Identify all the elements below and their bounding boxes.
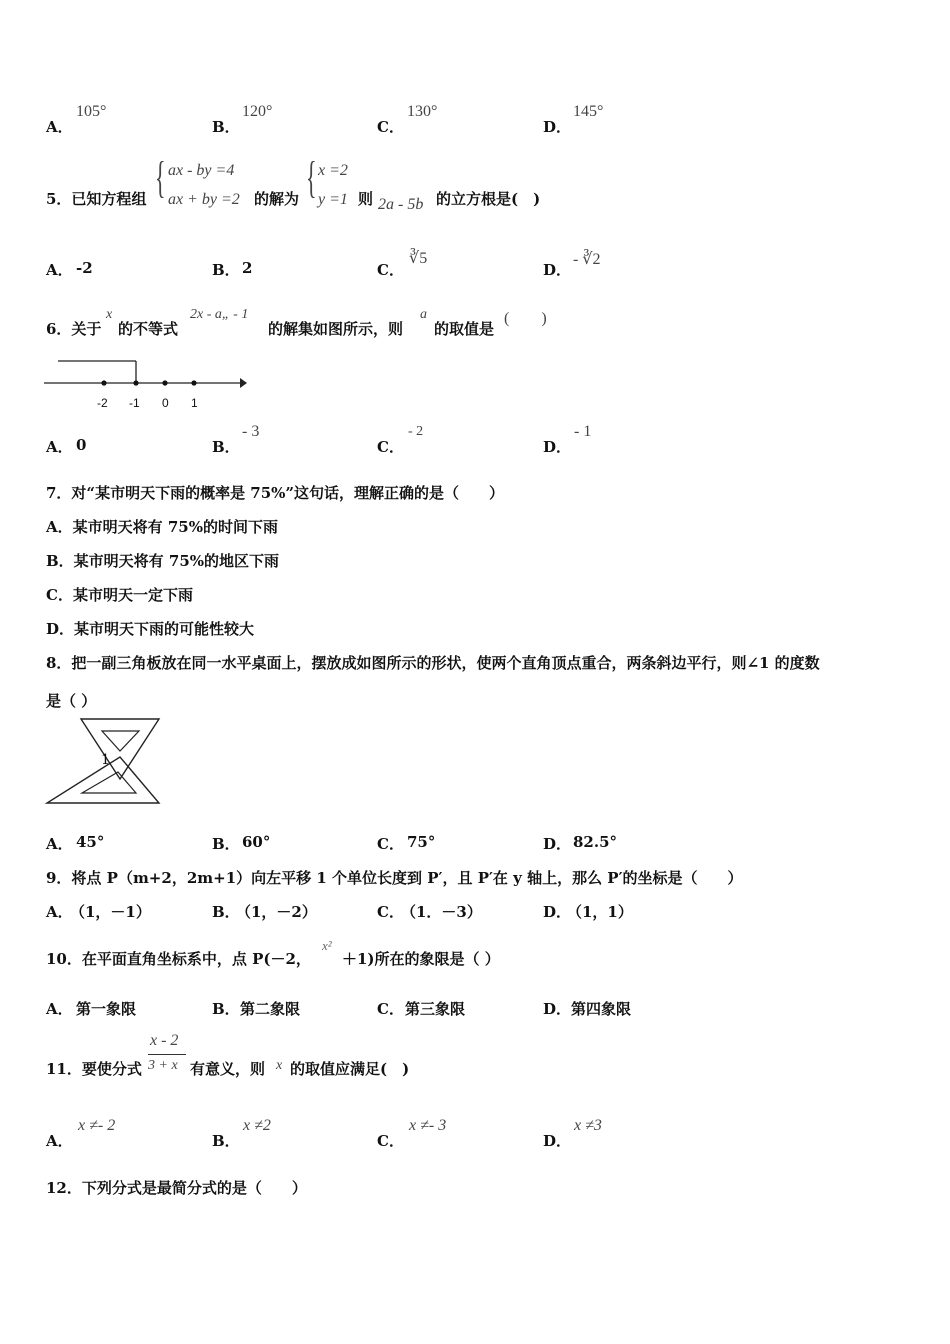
q9-option-d-value: （1，1）	[567, 903, 633, 921]
q6-mid3: 的取值是	[434, 320, 495, 338]
q10-option-a-value: 第一象限	[76, 1000, 137, 1018]
q12-stem: 12．下列分式是最简分式的是（ ）	[46, 1179, 307, 1197]
q6-tick-label-neg1: -1	[129, 396, 140, 410]
q11-option-a-value: x ≠- 2	[78, 1117, 116, 1134]
q10-option-b-letter: B．	[212, 1000, 240, 1018]
q11-fraction-numerator: x - 2	[150, 1032, 179, 1049]
q6-tick-label-neg2: -2	[97, 396, 108, 410]
q11-fraction-bar	[148, 1054, 186, 1055]
q10-option-a-letter: A．	[46, 1000, 73, 1018]
q5-option-c-value: ∛5	[409, 250, 428, 267]
q8-option-b-value: 60°	[242, 833, 271, 851]
q6-option-b-value: - 3	[242, 423, 260, 440]
q5-equation-2: ax + by =2	[168, 191, 240, 208]
q6-tick-label-0: 0	[162, 396, 169, 410]
q11-option-c-letter: C．	[377, 1132, 404, 1150]
q9-option-c-letter: C．	[377, 903, 404, 921]
q7-option-b: B．某市明天将有 75%的地区下雨	[46, 552, 280, 570]
q4-option-b-letter: B．	[212, 118, 240, 136]
q6-tick-label-1: 1	[191, 396, 198, 410]
q6-option-a-letter: A．	[46, 438, 73, 456]
q10-option-c-letter: C．	[377, 1000, 404, 1018]
q10-suffix: ＋1)所在的象限是（ ）	[342, 950, 500, 968]
q9-option-b-letter: B．	[212, 903, 240, 921]
q9-stem: 9．将点 P（m+2，2m+1）向左平移 1 个单位长度到 P′，且 P′在 y 轴上，那么 P′的坐标是（ ）	[46, 869, 743, 887]
q8-option-c-value: 75°	[407, 833, 436, 851]
q5-prefix: 5．已知方程组	[46, 190, 147, 208]
q11-option-b-letter: B．	[212, 1132, 240, 1150]
q10-option-c-value: 第三象限	[405, 1000, 466, 1018]
q6-option-c-letter: C．	[377, 438, 404, 456]
q11-option-b-value: x ≠2	[243, 1117, 271, 1134]
q7-stem: 7．对“某市明天下雨的概率是 75%”这句话，理解正确的是（ ）	[46, 484, 505, 502]
q5-option-b-letter: B．	[212, 261, 240, 279]
q6-paren: ( )	[504, 310, 547, 327]
q10-option-b-value: 第二象限	[240, 1000, 301, 1018]
q6-mid1: 的不等式	[118, 320, 179, 338]
q11-option-a-letter: A．	[46, 1132, 73, 1150]
q10-option-d-value: 第四象限	[571, 1000, 632, 1018]
q9-option-c-value: （1．－3）	[401, 903, 482, 921]
q5-system-brace: {	[155, 153, 166, 202]
q5-option-a-value: -2	[76, 259, 93, 277]
q9-option-a-letter: A．	[46, 903, 73, 921]
q7-option-a: A．某市明天将有 75%的时间下雨	[46, 518, 278, 536]
q9-option-a-value: （1，－1）	[70, 903, 151, 921]
q8-option-d-letter: D．	[543, 835, 572, 853]
q6-option-a-value: 0	[76, 436, 87, 454]
q8-stem-line-2: 是（ ）	[46, 692, 97, 710]
q5-solution-x: x =2	[318, 162, 348, 179]
q4-option-c-value: 130°	[407, 103, 438, 120]
q10-power: x²	[322, 938, 332, 953]
q6-option-d-letter: D．	[543, 438, 572, 456]
q4-option-d-value: 145°	[573, 103, 604, 120]
q5-then: 则	[358, 190, 374, 208]
q4-option-a-letter: A．	[46, 118, 73, 136]
q5-suffix: 的立方根是( )	[436, 190, 541, 208]
q10-prefix: 10．在平面直角坐标系中，点 P(－2，	[46, 950, 311, 968]
q5-equation-1: ax - by =4	[168, 162, 235, 179]
q6-mid2: 的解集如图所示，则	[268, 320, 404, 338]
q8-option-d-value: 82.5°	[573, 833, 618, 851]
q5-option-d-value: - ∛2	[573, 251, 601, 268]
q7-option-c: C．某市明天一定下雨	[46, 586, 193, 604]
q4-option-d-letter: D．	[543, 118, 572, 136]
q5-option-d-letter: D．	[543, 261, 572, 279]
q11-variable-x: x	[276, 1058, 283, 1073]
q4-option-c-letter: C．	[377, 118, 404, 136]
q8-stem-line-1: 8．把一副三角板放在同一水平桌面上，摆放成如图所示的形状，使两个直角顶点重合，两条斜边平行，则∠1 的度数	[46, 654, 820, 672]
q11-option-d-letter: D．	[543, 1132, 572, 1150]
q4-option-a-value: 105°	[76, 103, 107, 120]
q6-variable-x: x	[106, 307, 113, 322]
q4-option-b-value: 120°	[242, 103, 273, 120]
q11-option-d-value: x ≠3	[574, 1117, 602, 1134]
q6-prefix: 6．关于	[46, 320, 102, 338]
q8-option-a-letter: A．	[46, 835, 73, 853]
q6-variable-a: a	[420, 307, 427, 322]
q5-option-a-letter: A．	[46, 261, 73, 279]
q11-option-c-value: x ≠- 3	[409, 1117, 447, 1134]
q11-mid: 有意义，则	[190, 1060, 266, 1078]
q8-option-a-value: 45°	[76, 833, 105, 851]
q9-option-d-letter: D．	[543, 903, 572, 921]
q5-option-b-value: 2	[242, 259, 253, 277]
q5-solution-brace: {	[306, 153, 317, 202]
q6-option-b-letter: B．	[212, 438, 240, 456]
q6-inequality: 2x - a„ - 1	[190, 307, 249, 322]
q7-option-d: D．某市明天下雨的可能性较大	[46, 620, 255, 638]
q8-angle-label: 1	[101, 752, 110, 768]
q5-expression: 2a - 5b	[378, 196, 424, 213]
q5-mid: 的解为	[254, 190, 300, 208]
q6-option-c-value: - 2	[408, 424, 424, 439]
q5-solution-y: y =1	[318, 191, 348, 208]
q11-fraction-denominator: 3 + x	[148, 1058, 178, 1073]
q5-option-c-letter: C．	[377, 261, 404, 279]
q9-option-b-value: （1，－2）	[236, 903, 317, 921]
q11-suffix: 的取值应满足( )	[290, 1060, 410, 1078]
q6-number-line	[44, 356, 254, 414]
q10-option-d-letter: D．	[543, 1000, 572, 1018]
q8-option-c-letter: C．	[377, 835, 404, 853]
q6-option-d-value: - 1	[574, 423, 592, 440]
q11-prefix: 11．要使分式	[46, 1060, 142, 1078]
q8-option-b-letter: B．	[212, 835, 240, 853]
